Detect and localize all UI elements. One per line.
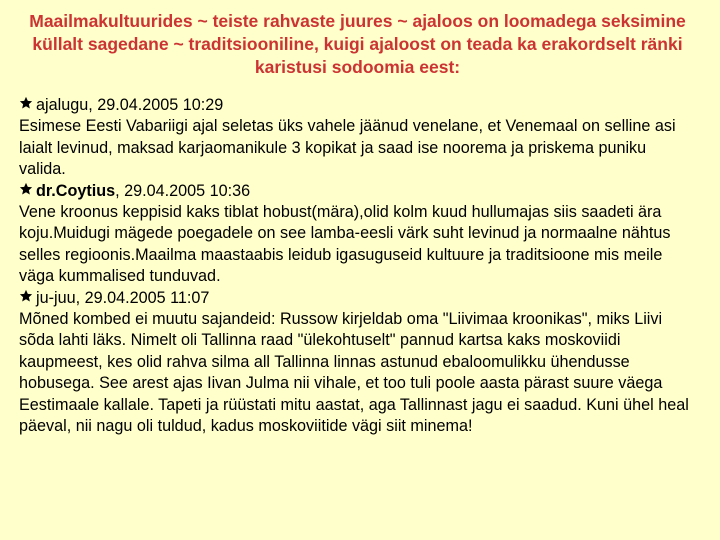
- star-icon: [19, 289, 33, 303]
- comment-timestamp: , 29.04.2005 10:36: [115, 181, 251, 200]
- star-icon: [19, 182, 33, 196]
- comment-timestamp: , 29.04.2005 11:07: [75, 288, 210, 307]
- comment-body: Esimese Eesti Vabariigi ajal seletas üks vahele jäänud venelane, et Venemaal on selline asi laialt levinud, maksad karjaomanikule 3 kopikat ja saad ise noorema ja priskema puniku valida.: [19, 117, 676, 179]
- comment-author[interactable]: dr.Coytius: [36, 181, 116, 200]
- comment-author[interactable]: ju-juu: [36, 288, 76, 307]
- comment-body: Mõned kombed ei muutu sajandeid: Russow kirjeldab oma "Liivimaa kroonikas", miks Liivi sõda lahti läks. Nimelt oli Tallinna raad "ülekohtuselt" pannud kartsa kaks moskoviidi kaupmeest, kes olid rahva silma all Tallinna linnas astunud ebaloomulikku ühendusse hobusega. See arest ajas Iivan Julma nii vihale, et too tuli poole aasta pärast suure väega Eestimaale kallale. Tapeti ja rüüstati mitu aastat, aga Tallinnast jagu ei saadud. Kuni ühel heal päeval, nii nagu oli tuldud, kadus moskoviitide vägi siit minema!: [19, 310, 689, 436]
- comment: [19, 181, 696, 288]
- comment-author[interactable]: ajalugu: [36, 96, 89, 114]
- comment-header: [19, 288, 696, 309]
- comment-body: Vene kroonus keppisid kaks tiblat hobust(mära),olid kolm kuud hullumajas siis saadeti ära koju.Muidugi mägede poegadele on see lamba-eesli värk suht levinud ja normaalne nähtus selles regioonis.Maailma maastaabis leidub igasuguseid kultuure ja traditsioone mis meile väga kummalised tunduvad.: [19, 203, 671, 286]
- comment-timestamp: , 29.04.2005 10:29: [88, 96, 224, 114]
- comment-header: [19, 181, 696, 202]
- page-title: Maailmakultuurides ~ teiste rahvaste juures ~ ajaloos on loomadega seksimine küllalt sagedane ~ traditsiooniline, kuigi ajaloost on teada ka erakordselt ränki karistusi sodoomia eest:: [29, 11, 686, 77]
- star-icon: [19, 96, 33, 110]
- comment: [19, 288, 696, 438]
- comment: [19, 95, 696, 181]
- comment-header: [19, 95, 696, 116]
